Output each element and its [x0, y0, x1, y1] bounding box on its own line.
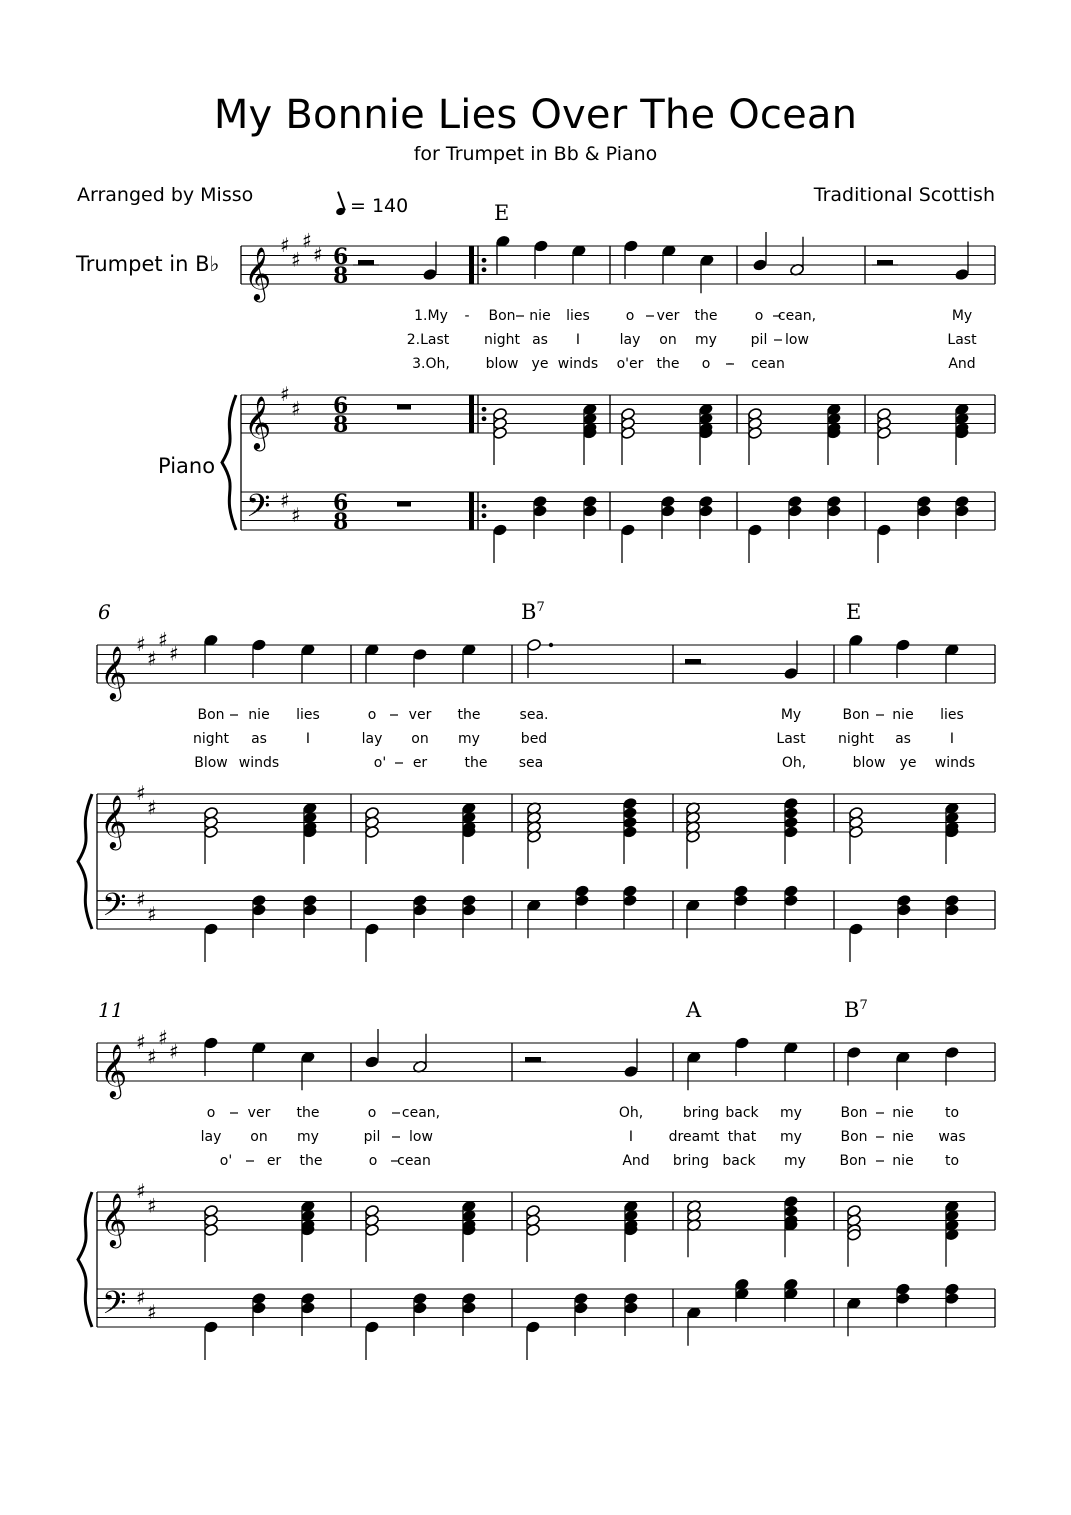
chord-root: B: [521, 600, 537, 624]
lyric-syllable: pil: [750, 332, 768, 348]
lyric-syllable: as: [251, 731, 267, 747]
lyric-syllable: blow: [485, 356, 519, 372]
notehead: [954, 504, 969, 517]
notehead: [752, 258, 767, 271]
lyric-syllable: my: [458, 731, 480, 747]
notehead: [492, 523, 507, 536]
time-signature-num: 6: [333, 244, 349, 270]
lyric-syllable: lay: [619, 332, 641, 348]
lyric-syllable: the: [457, 707, 481, 723]
repeat-dot: [482, 258, 487, 263]
notehead: [783, 667, 798, 680]
lyric-syllable: the: [299, 1153, 323, 1169]
notehead: [846, 1046, 861, 1059]
treble-clef-icon: 𝄞: [100, 1043, 128, 1097]
lyric-syllable: the: [656, 356, 680, 372]
repeat-dot: [482, 504, 487, 509]
notehead: [251, 903, 266, 916]
notehead: [573, 1301, 588, 1314]
lyric-syllable: low: [409, 1129, 433, 1145]
notehead: [944, 903, 959, 916]
half-rest: [877, 260, 893, 265]
lyric-syllable: lay: [200, 1129, 222, 1145]
notehead: [698, 504, 713, 517]
notehead: [364, 1320, 379, 1333]
time-signature-den: 8: [333, 509, 349, 535]
notehead: [916, 504, 931, 517]
lyric-syllable: on: [250, 1129, 268, 1145]
piano-label: Piano: [158, 454, 216, 478]
lyric-syllable: night: [192, 731, 230, 747]
lyric-syllable: to: [944, 1105, 960, 1121]
notehead: [876, 523, 891, 536]
lyric-syllable: lies: [566, 308, 590, 324]
notehead: [620, 523, 635, 536]
notehead: [623, 1301, 638, 1314]
measure-number-6: 6: [98, 600, 111, 624]
piano-brace: [78, 794, 92, 929]
lyric-syllable: low: [785, 332, 809, 348]
lyric-syllable: o: [367, 707, 377, 723]
lyric-syllable: ver: [408, 707, 432, 723]
lyric-hyphen: -: [464, 308, 470, 324]
notehead: [526, 638, 541, 651]
notehead: [461, 903, 476, 916]
piano-brace: [222, 395, 236, 530]
lyric-syllable: nie: [892, 1129, 914, 1145]
lyric-syllable: nie: [892, 707, 914, 723]
lyric-syllable: Bon: [839, 1153, 867, 1169]
lyric-syllable: ye: [899, 755, 917, 771]
lyric-syllable: My: [951, 308, 973, 324]
sharp-icon: ♯: [136, 1179, 146, 1203]
lyric-syllable: back: [725, 1105, 759, 1121]
notehead: [300, 1301, 315, 1314]
lyric-syllable: blow: [852, 755, 886, 771]
lyric-syllable: Last: [947, 332, 977, 348]
sharp-icon: ♯: [147, 1299, 157, 1324]
notehead: [620, 426, 635, 439]
notehead: [954, 268, 969, 281]
lyric-syllable: on: [411, 731, 429, 747]
lyric-syllable: cean: [397, 1153, 431, 1169]
notehead: [848, 825, 863, 838]
lyric-syllable: 2.Last: [406, 332, 450, 348]
notehead: [533, 239, 548, 252]
half-rest: [358, 260, 374, 265]
time-signature-num: 6: [333, 490, 349, 516]
lyric-syllable: I: [949, 731, 955, 747]
notehead: [660, 504, 675, 517]
sharp-icon: ♯: [147, 646, 157, 671]
notehead: [733, 894, 748, 907]
lyric-syllable: cean,: [401, 1105, 441, 1121]
sharp-icon: ♯: [302, 228, 312, 253]
measure-number-11: 11: [98, 998, 124, 1022]
notehead: [364, 1055, 379, 1068]
lyric-syllable: 1.My: [414, 308, 448, 324]
chord-extension: 7: [536, 600, 545, 615]
lyric-syllable: night: [837, 731, 875, 747]
lyric-syllable: o: [625, 308, 635, 324]
lyric-syllable: that: [727, 1129, 757, 1145]
notehead: [412, 903, 427, 916]
lyric-syllable: o'er: [616, 356, 644, 372]
sharp-icon: ♯: [136, 781, 146, 805]
sharp-icon: ♯: [280, 233, 290, 257]
notehead: [364, 1223, 379, 1236]
treble-clef-icon: 𝄞: [100, 645, 128, 699]
dotted-note-dot: [549, 643, 553, 647]
lyric-syllable: bed: [520, 731, 548, 747]
notehead: [251, 1301, 266, 1314]
time-signature-den: 8: [333, 412, 349, 438]
sharp-icon: ♯: [147, 1044, 157, 1069]
repeat-dot: [482, 407, 487, 412]
lyric-syllable: er: [266, 1153, 282, 1169]
lyric-syllable: my: [297, 1129, 319, 1145]
lyric-syllable: o: [367, 1105, 377, 1121]
notehead: [747, 523, 762, 536]
lyric-syllable: Bon: [197, 707, 225, 723]
lyric-syllable: And: [622, 1153, 650, 1169]
lyric-syllable: o: [368, 1153, 378, 1169]
repeat-thick-bar: [469, 395, 474, 433]
lyric-syllable: lies: [940, 707, 964, 723]
lyric-syllable: winds: [238, 755, 280, 771]
score-subtitle: for Trumpet in Bb & Piano: [413, 143, 658, 165]
sharp-icon: ♯: [291, 502, 301, 527]
lyric-syllable: as: [895, 731, 911, 747]
lyric-syllable: er: [412, 755, 428, 771]
sharp-icon: ♯: [158, 627, 168, 652]
lyric-syllable: sea.: [519, 707, 549, 723]
lyric-syllable: cean,: [777, 308, 817, 324]
lyric-syllable: Bon: [840, 1129, 868, 1145]
lyric-syllable: o': [373, 755, 387, 771]
notehead: [623, 1065, 638, 1078]
lyric-syllable: My: [780, 707, 802, 723]
chord-symbol-a: A: [686, 998, 702, 1022]
lyric-syllable: night: [483, 332, 521, 348]
notehead: [734, 1036, 749, 1049]
notehead: [826, 504, 841, 517]
repeat-thick-bar: [469, 492, 474, 530]
notehead: [623, 239, 638, 252]
sharp-icon: ♯: [280, 382, 290, 406]
lyric-syllable: o: [754, 308, 764, 324]
lyric-syllable: nie: [892, 1105, 914, 1121]
lyric-syllable: sea: [518, 755, 544, 771]
notehead: [848, 922, 863, 935]
notehead: [412, 648, 427, 661]
lyric-syllable: the: [296, 1105, 320, 1121]
lyric-syllable: o': [219, 1153, 233, 1169]
lyric-syllable: I: [628, 1129, 634, 1145]
whole-rest: [397, 405, 411, 410]
sharp-icon: ♯: [136, 887, 146, 912]
notehead: [203, 1320, 218, 1333]
time-signature-num: 6: [333, 393, 349, 419]
lyric-syllable: Blow: [194, 755, 228, 771]
notehead: [461, 1301, 476, 1314]
notehead: [532, 504, 547, 517]
lyric-syllable: was: [938, 1129, 966, 1145]
sharp-icon: ♯: [136, 632, 146, 656]
lyric-syllable: lay: [361, 731, 383, 747]
lyric-syllable: o: [206, 1105, 216, 1121]
lyric-syllable: my: [780, 1129, 802, 1145]
chord-extension: 7: [859, 998, 868, 1013]
notehead: [203, 1223, 218, 1236]
repeat-dot: [482, 513, 487, 518]
lyric-syllable: bring: [682, 1105, 720, 1121]
sharp-icon: ♯: [313, 242, 323, 267]
sharp-icon: ♯: [169, 1039, 179, 1064]
lyric-syllable: ye: [531, 356, 549, 372]
lyric-syllable: nie: [529, 308, 551, 324]
lyric-syllable: Last: [776, 731, 806, 747]
notehead: [944, 1046, 959, 1059]
chord-root: B: [844, 998, 860, 1022]
bass-clef-icon: 𝄢: [246, 487, 271, 532]
notehead: [412, 1301, 427, 1314]
time-signature-den: 8: [333, 263, 349, 289]
lyric-syllable: my: [695, 332, 717, 348]
sharp-icon: ♯: [136, 1030, 146, 1054]
piano-brace: [78, 1192, 92, 1327]
sharp-icon: ♯: [291, 247, 301, 272]
notehead: [783, 894, 798, 907]
lyric-hyphen: -: [727, 356, 733, 372]
lyric-syllable: to: [944, 1153, 960, 1169]
notehead: [787, 504, 802, 517]
bass-clef-icon: 𝄢: [102, 886, 127, 931]
treble-clef-icon: 𝄞: [244, 395, 272, 449]
sharp-icon: ♯: [291, 396, 301, 421]
lyric-syllable: nie: [892, 1153, 914, 1169]
half-rest: [685, 659, 701, 664]
lyric-syllable: And: [948, 356, 976, 372]
lyric-syllable: dreamt: [668, 1129, 720, 1145]
sharp-icon: ♯: [158, 1025, 168, 1050]
lyric-syllable: winds: [557, 356, 599, 372]
notehead: [422, 268, 437, 281]
notehead: [525, 1223, 540, 1236]
lyric-syllable: Oh,: [618, 1105, 644, 1121]
notehead: [525, 1320, 540, 1333]
sharp-icon: ♯: [280, 488, 290, 513]
lyric-syllable: my: [784, 1153, 806, 1169]
lyric-syllable: ver: [247, 1105, 271, 1121]
treble-clef-icon: 𝄞: [100, 794, 128, 848]
arranger-credit: Arranged by Misso: [77, 184, 254, 206]
lyric-syllable: my: [780, 1105, 802, 1121]
lyric-syllable: Bon: [488, 308, 516, 324]
notehead: [203, 922, 218, 935]
lyric-syllable: back: [722, 1153, 756, 1169]
lyric-syllable: o: [701, 356, 711, 372]
lyric-syllable: Oh,: [781, 755, 807, 771]
notehead: [622, 825, 637, 838]
composer-credit: Traditional Scottish: [813, 184, 995, 206]
lyric-syllable: the: [464, 755, 488, 771]
lyric-syllable: Bon: [842, 707, 870, 723]
sharp-icon: ♯: [147, 1193, 157, 1218]
lyric-syllable: I: [575, 332, 581, 348]
repeat-dot: [482, 416, 487, 421]
sharp-icon: ♯: [147, 795, 157, 820]
lyric-syllable: on: [659, 332, 677, 348]
lyric-syllable: pil: [363, 1129, 381, 1145]
repeat-dot: [482, 267, 487, 272]
treble-clef-icon: 𝄞: [244, 246, 272, 300]
lyric-syllable: cean: [751, 356, 785, 372]
treble-clef-icon: 𝄞: [100, 1192, 128, 1246]
sharp-icon: ♯: [147, 901, 157, 926]
bass-clef-icon: 𝄢: [102, 1284, 127, 1329]
score-title: My Bonnie Lies Over The Ocean: [213, 92, 858, 138]
half-rest: [525, 1057, 541, 1062]
trumpet-label: Trumpet in B♭: [76, 252, 220, 276]
notehead: [876, 426, 891, 439]
notehead: [203, 1036, 218, 1049]
sharp-icon: ♯: [169, 641, 179, 666]
lyric-syllable: lies: [296, 707, 320, 723]
notehead: [622, 894, 637, 907]
lyric-syllable: as: [532, 332, 548, 348]
whole-rest: [397, 502, 411, 507]
notehead: [203, 825, 218, 838]
notehead: [944, 1292, 959, 1305]
notehead: [302, 903, 317, 916]
notehead: [747, 426, 762, 439]
lyric-syllable: Bon: [840, 1105, 868, 1121]
chord-symbol-e: E: [846, 600, 862, 624]
notehead: [364, 825, 379, 838]
chord-symbol-e: E: [494, 201, 510, 225]
sharp-icon: ♯: [136, 1285, 146, 1310]
lyric-syllable: the: [694, 308, 718, 324]
lyric-syllable: bring: [672, 1153, 710, 1169]
lyric-syllable: nie: [248, 707, 270, 723]
notehead: [574, 894, 589, 907]
lyric-syllable: ver: [656, 308, 680, 324]
notehead: [896, 903, 911, 916]
lyric-syllable: 3.Oh,: [412, 356, 450, 372]
notehead: [582, 504, 597, 517]
tempo-value: = 140: [350, 195, 409, 217]
notehead: [783, 825, 798, 838]
repeat-thick-bar: [469, 246, 474, 284]
notehead: [492, 426, 507, 439]
notehead: [895, 1292, 910, 1305]
lyric-syllable: winds: [934, 755, 976, 771]
notehead: [251, 638, 266, 651]
notehead: [364, 922, 379, 935]
notehead: [895, 638, 910, 651]
lyric-syllable: I: [305, 731, 311, 747]
